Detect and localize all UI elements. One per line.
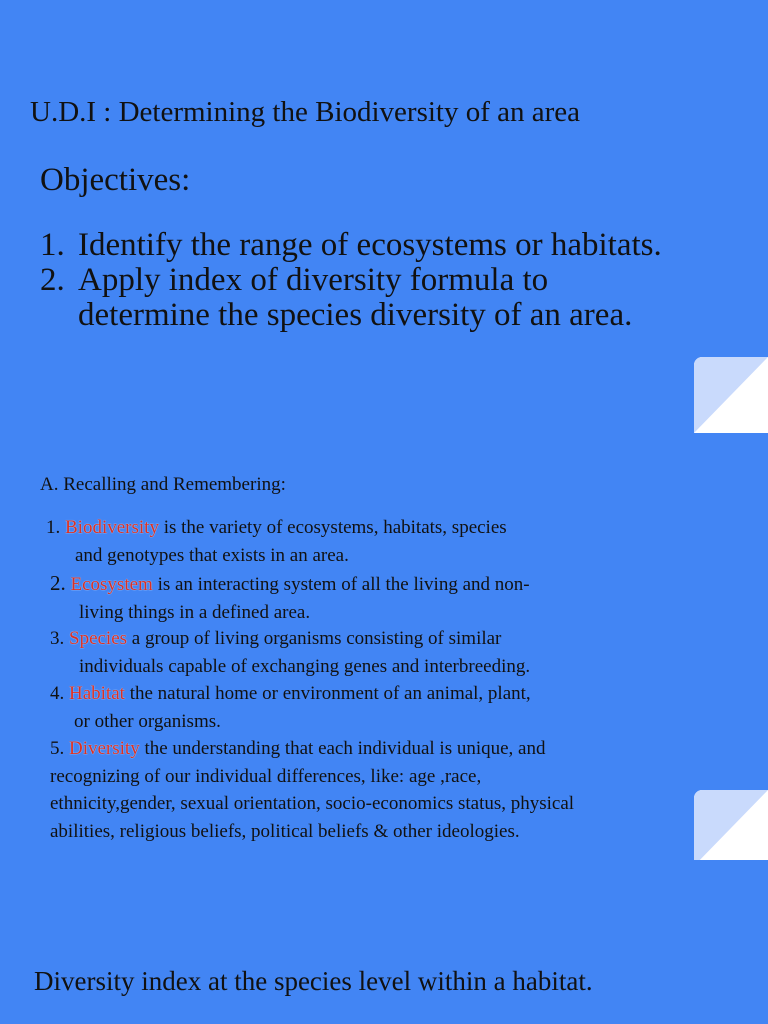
definition-item [50, 570, 530, 626]
definition-number: 4. [50, 683, 65, 704]
slide-objectives [0, 0, 768, 440]
slide-diversity-index [0, 860, 768, 1024]
page-curl-icon [694, 357, 768, 433]
definition-text-continued: and genotypes that exists in an area. [75, 544, 349, 566]
objective-item [40, 228, 662, 263]
definition-number: 1. [46, 517, 61, 538]
definition-item [50, 625, 530, 680]
objective-number: 2. [40, 262, 65, 298]
section-heading: A. Recalling and Remembering: [40, 474, 286, 495]
definition-text-continued: or other organisms. [74, 710, 221, 732]
objective-number: 1. [40, 227, 65, 263]
definition-number: 2. [50, 571, 66, 595]
definition-text: a group of living organisms consisting of similar [131, 628, 502, 649]
definition-text: is the variety of ecosystems, habitats, species [163, 517, 507, 538]
definition-text-continued: ethnicity,gender, sexual orientation, socio-economics status, physical [50, 793, 575, 814]
definition-term: Ecosystem [70, 574, 153, 595]
objective-text: Apply index of diversity formula to [78, 262, 549, 298]
definition-item [50, 680, 531, 735]
definition-text: the understanding that each individual is unique, and [144, 738, 546, 759]
definition-term: Habitat [69, 683, 125, 704]
definition-text-continued: recognizing of our individual differences, like: age ,race, [50, 765, 482, 787]
definition-text: is an interacting system of all the living and non- [157, 574, 530, 595]
definition-text-continued: abilities, religious beliefs, political beliefs & other ideologies. [50, 820, 520, 842]
definition-item [46, 514, 507, 569]
objective-item [40, 263, 662, 298]
slide-title: Diversity index at the species level within a habitat. [34, 966, 593, 996]
objectives-heading: Objectives: [40, 162, 191, 198]
definition-text: the natural home or environment of an animal, plant, [129, 683, 531, 704]
definition-text-continued: living things in a defined area. [79, 601, 311, 623]
definition-term: Diversity [69, 738, 140, 759]
definition-text-continued: individuals capable of exchanging genes and interbreeding. [79, 655, 531, 677]
objectives-list [40, 228, 662, 333]
objective-text-continued: determine the species diversity of an area. [78, 297, 633, 333]
definition-number: 5. [50, 738, 65, 759]
slide-title: U.D.I : Determining the Biodiversity of an area [30, 96, 581, 128]
objective-text: Identify the range of ecosystems or habitats. [78, 227, 662, 263]
slide-recalling [0, 440, 768, 860]
page-curl-icon [694, 790, 768, 860]
definition-term: Biodiversity [65, 517, 159, 538]
definition-item [50, 735, 574, 845]
definition-term: Species [69, 628, 128, 649]
definition-number: 3. [50, 628, 65, 649]
